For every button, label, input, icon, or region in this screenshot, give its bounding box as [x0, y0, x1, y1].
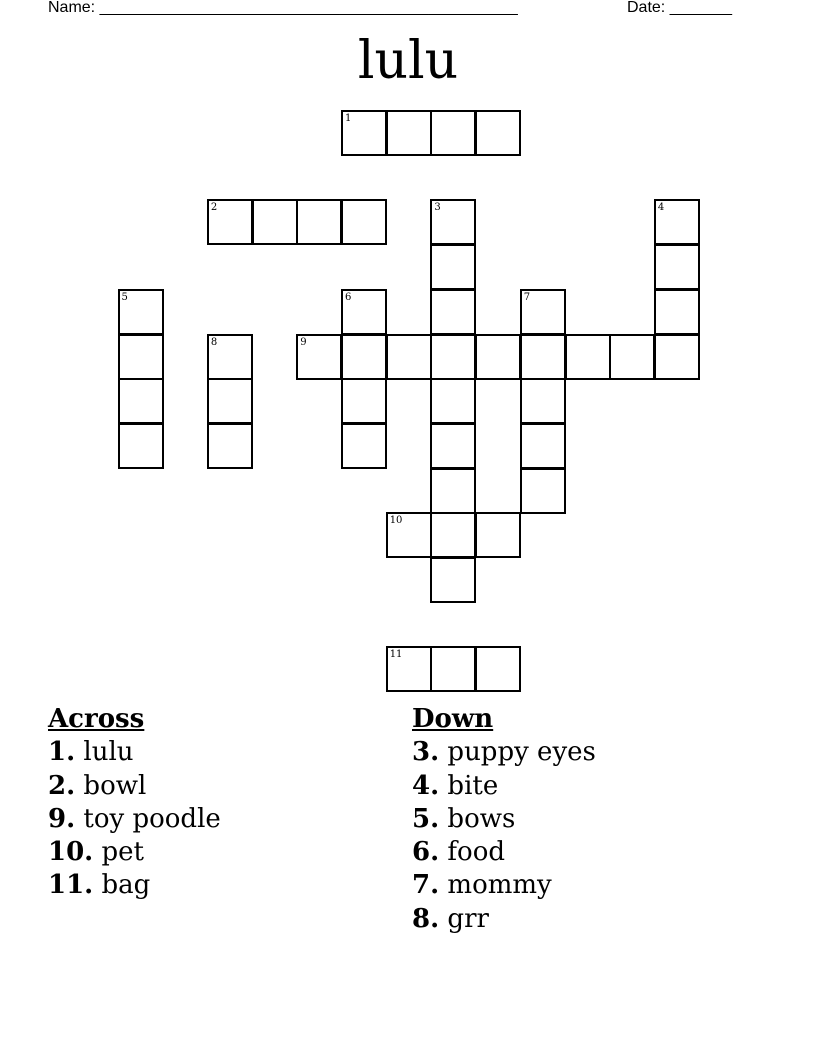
- crossword-cell[interactable]: [430, 423, 476, 469]
- clue-item: [412, 903, 596, 936]
- crossword-cell[interactable]: [430, 378, 476, 424]
- crossword-cell[interactable]: [565, 334, 611, 380]
- crossword-cell[interactable]: [341, 289, 387, 335]
- crossword-cell[interactable]: [341, 423, 387, 469]
- cell-number: 6: [345, 291, 352, 303]
- cell-number: 3: [434, 202, 441, 214]
- clue-item: [48, 770, 221, 803]
- clue-item: [412, 836, 596, 869]
- cell-number: 1: [345, 113, 352, 124]
- cell-number: 2: [210, 202, 218, 214]
- clue-text: bows: [447, 803, 516, 834]
- crossword-cell[interactable]: [654, 199, 700, 245]
- clue-item: [48, 803, 221, 836]
- clue-number: 10.: [48, 837, 94, 868]
- clue-text: grr: [447, 903, 489, 934]
- cell-number: 5: [121, 291, 128, 303]
- cell-number: 4: [657, 202, 665, 214]
- name-field-label: Name: _______________________________________________: [48, 0, 518, 16]
- crossword-cell[interactable]: [207, 199, 253, 245]
- clue-number: 7.: [412, 870, 440, 901]
- crossword-cell[interactable]: [654, 289, 700, 335]
- clue-text: bag: [101, 870, 151, 901]
- crossword-cell[interactable]: [341, 110, 387, 156]
- crossword-cell[interactable]: [207, 334, 253, 380]
- cell-number: 11: [389, 649, 403, 661]
- clue-number: 3.: [412, 737, 440, 768]
- crossword-cell[interactable]: [341, 334, 387, 380]
- crossword-cell[interactable]: [654, 334, 700, 380]
- clue-number: 8.: [412, 903, 440, 934]
- crossword-cell[interactable]: [296, 334, 342, 380]
- clue-number: 4.: [412, 770, 440, 801]
- cell-number: 8: [210, 336, 218, 348]
- crossword-cell[interactable]: [430, 512, 476, 558]
- clue-item: [48, 736, 221, 769]
- clue-item: [48, 836, 221, 869]
- crossword-cell[interactable]: [609, 334, 655, 380]
- clue-number: 2.: [48, 770, 76, 801]
- crossword-cell[interactable]: [430, 468, 476, 514]
- crossword-cell[interactable]: [341, 199, 387, 245]
- crossword-cell[interactable]: [430, 646, 476, 692]
- clue-item: [412, 869, 596, 902]
- clue-item: [412, 803, 596, 836]
- clue-number: 5.: [412, 803, 440, 834]
- clue-text: bowl: [83, 770, 147, 801]
- clue-text: toy poodle: [83, 803, 221, 834]
- clue-number: 11.: [48, 870, 94, 901]
- crossword-cell[interactable]: [430, 110, 476, 156]
- crossword-cell[interactable]: [207, 423, 253, 469]
- clue-number: 9.: [48, 803, 76, 834]
- clue-item: [412, 770, 596, 803]
- cell-number: 10: [389, 515, 403, 527]
- crossword-cell[interactable]: [475, 512, 521, 558]
- crossword-cell[interactable]: [118, 378, 164, 424]
- clue-text: pet: [101, 837, 144, 868]
- crossword-cell[interactable]: [386, 110, 432, 156]
- crossword-cell[interactable]: [430, 289, 476, 335]
- clue-text: lulu: [83, 737, 134, 768]
- clue-text: bite: [447, 770, 499, 801]
- crossword-cell[interactable]: [520, 423, 566, 469]
- crossword-cell[interactable]: [118, 423, 164, 469]
- across-clue-list: [48, 736, 221, 902]
- crossword-cell[interactable]: [430, 557, 476, 603]
- clue-number: 6.: [412, 837, 440, 868]
- crossword-cell[interactable]: [430, 244, 476, 290]
- clue-text: puppy eyes: [447, 737, 596, 768]
- crossword-cell[interactable]: [386, 512, 432, 558]
- crossword-cell[interactable]: [430, 199, 476, 245]
- clue-text: mommy: [447, 870, 552, 901]
- crossword-cell[interactable]: [118, 289, 164, 335]
- clue-item: [48, 869, 221, 902]
- crossword-cell[interactable]: [207, 378, 253, 424]
- crossword-cell[interactable]: [341, 378, 387, 424]
- date-field-label: Date: _______: [627, 0, 732, 16]
- crossword-cell[interactable]: [475, 334, 521, 380]
- down-clues: [412, 703, 596, 936]
- crossword-cell[interactable]: [386, 334, 432, 380]
- crossword-cell[interactable]: [475, 110, 521, 156]
- cell-number: 9: [300, 336, 307, 348]
- down-heading: Down: [412, 704, 494, 734]
- crossword-cell[interactable]: [118, 334, 164, 380]
- cell-number: 7: [523, 291, 531, 303]
- crossword-cell[interactable]: [520, 468, 566, 514]
- clue-number: 1.: [48, 737, 76, 768]
- crossword-cell[interactable]: [520, 289, 566, 335]
- clue-text: food: [447, 837, 505, 868]
- crossword-cell[interactable]: [475, 646, 521, 692]
- down-clue-list: [412, 736, 596, 936]
- crossword-cell[interactable]: [430, 334, 476, 380]
- page-title: lulu: [357, 31, 459, 91]
- crossword-cell[interactable]: [296, 199, 342, 245]
- crossword-cell[interactable]: [654, 244, 700, 290]
- crossword-cell[interactable]: [520, 334, 566, 380]
- across-heading: Across: [48, 704, 145, 734]
- crossword-cell[interactable]: [252, 199, 298, 245]
- clue-item: [412, 736, 596, 769]
- crossword-cell[interactable]: [386, 646, 432, 692]
- across-clues: [48, 703, 221, 903]
- crossword-cell[interactable]: [520, 378, 566, 424]
